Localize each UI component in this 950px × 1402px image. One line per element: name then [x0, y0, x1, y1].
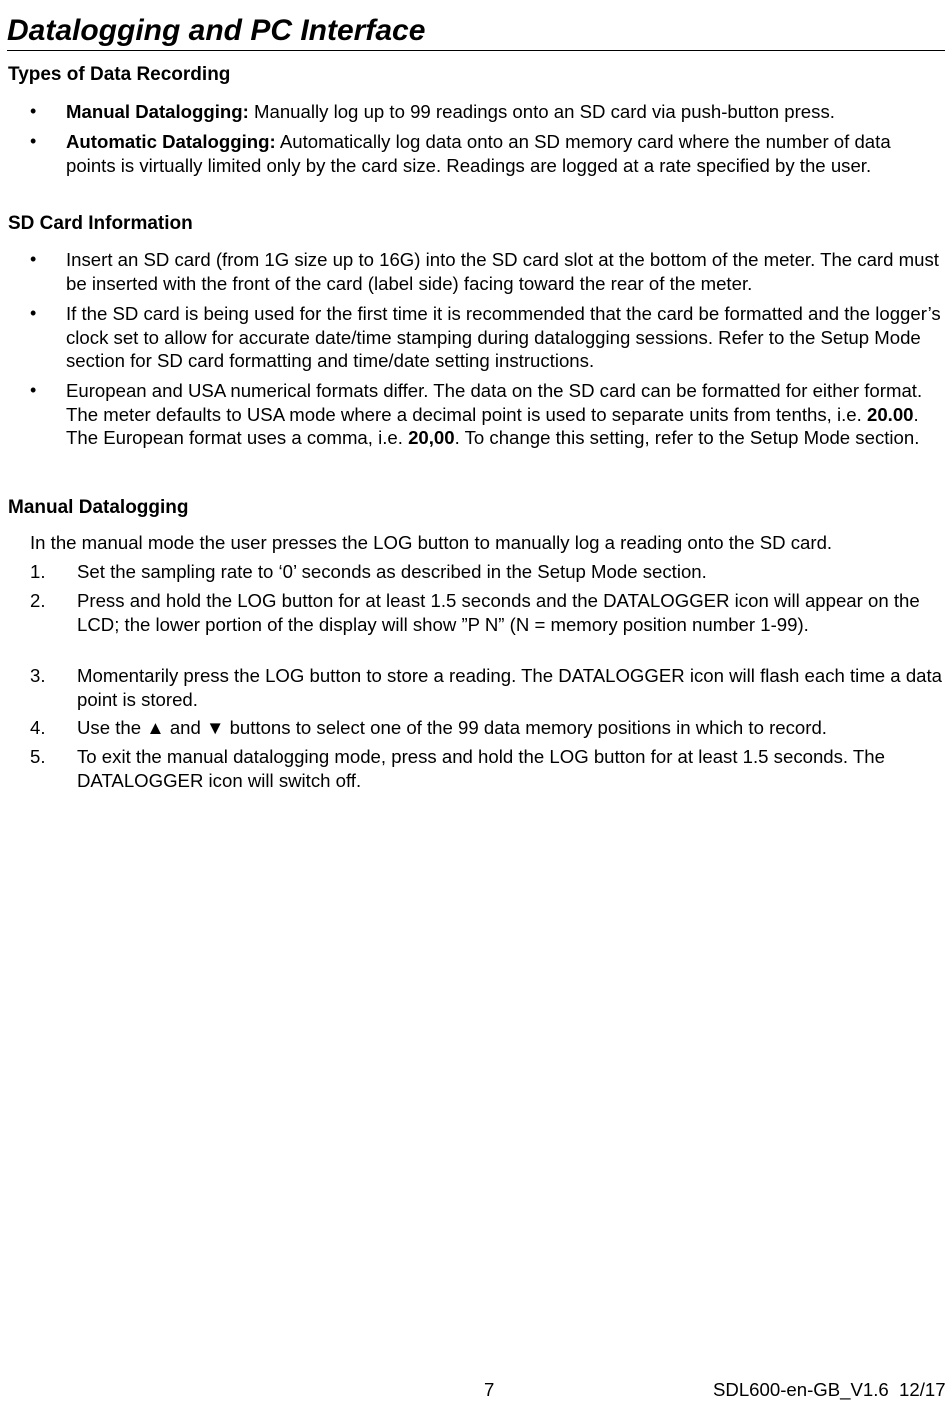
step-number: 1. — [30, 561, 46, 582]
example-usa: 20.00 — [866, 403, 914, 425]
list-item — [66, 379, 942, 450]
item-text: . The European format uses a comma, i.e. — [66, 403, 919, 448]
bullet: • — [30, 249, 37, 269]
item-text: Manually log up to 99 readings onto an SD card via push-button press. — [248, 101, 835, 122]
step-number: 2. — [30, 590, 46, 611]
page-number: 7 — [484, 1379, 495, 1400]
item-text: . To change this setting, refer to the Setup Mode section. — [454, 427, 920, 448]
list-item: If the SD card is being used for the first time it is recommended that the card be formatted and the logger’s clock set to allow for accurate date/time stamping during datalogging sessions. Refer to the Setup Mode section for SD card formatting and time/date setting instructions. — [66, 303, 941, 371]
page-title: Datalogging and PC Interface — [7, 12, 945, 51]
list-item — [66, 130, 942, 177]
bullet: • — [30, 303, 37, 323]
list-item — [66, 100, 942, 124]
section-heading-manual: Manual Datalogging — [8, 497, 189, 518]
step-text: To exit the manual datalogging mode, press and hold the LOG button for at least 1.5 seconds. The DATALOGGER icon will switch off. — [77, 746, 885, 791]
item-lead: Automatic Datalogging: — [66, 131, 276, 152]
document-id: SDL600-en-GB_V1.6 12/17 — [713, 1379, 946, 1400]
example-european: 20,00 — [408, 427, 455, 448]
list-item: Insert an SD card (from 1G size up to 16G) into the SD card slot at the bottom of the meter. The card must be inserted with the front of the card (label side) facing toward the rear of the meter. — [66, 249, 939, 294]
bullet: • — [30, 131, 37, 151]
section-heading-sd: SD Card Information — [8, 213, 193, 234]
intro-paragraph: In the manual mode the user presses the LOG button to manually log a reading onto the SD card. — [30, 532, 833, 553]
step-text: Set the sampling rate to ‘0’ seconds as described in the Setup Mode section. — [77, 561, 707, 582]
step-text: Momentarily press the LOG button to store a reading. The DATALOGGER icon will flash each time a data point is stored. — [77, 665, 943, 710]
item-text: Automatically log data onto an SD memory card where the number of data points is virtually limited only by the card size. Readings are logged at a rate specified by the user. — [66, 131, 891, 176]
bullet: • — [30, 101, 37, 121]
item-lead: Manual Datalogging: — [66, 101, 249, 122]
section-heading-types: Types of Data Recording — [8, 64, 231, 85]
step-text: Press and hold the LOG button for at least 1.5 seconds and the DATALOGGER icon will appear on the LCD; the lower portion of the display will show ”P N” (N = memory position number 1-99). — [77, 590, 920, 635]
bullet: • — [30, 380, 37, 400]
step-text: Use the ▲ and ▼ buttons to select one of the 99 data memory positions in which to record. — [77, 717, 827, 738]
step-number: 4. — [30, 717, 46, 738]
step-number: 5. — [30, 746, 46, 767]
item-text: European and USA numerical formats differ. The data on the SD card can be formatted for either format. The meter defaults to USA mode where a decimal point is used to separate units from tenths, i.e. — [66, 380, 923, 425]
step-number: 3. — [30, 665, 46, 686]
